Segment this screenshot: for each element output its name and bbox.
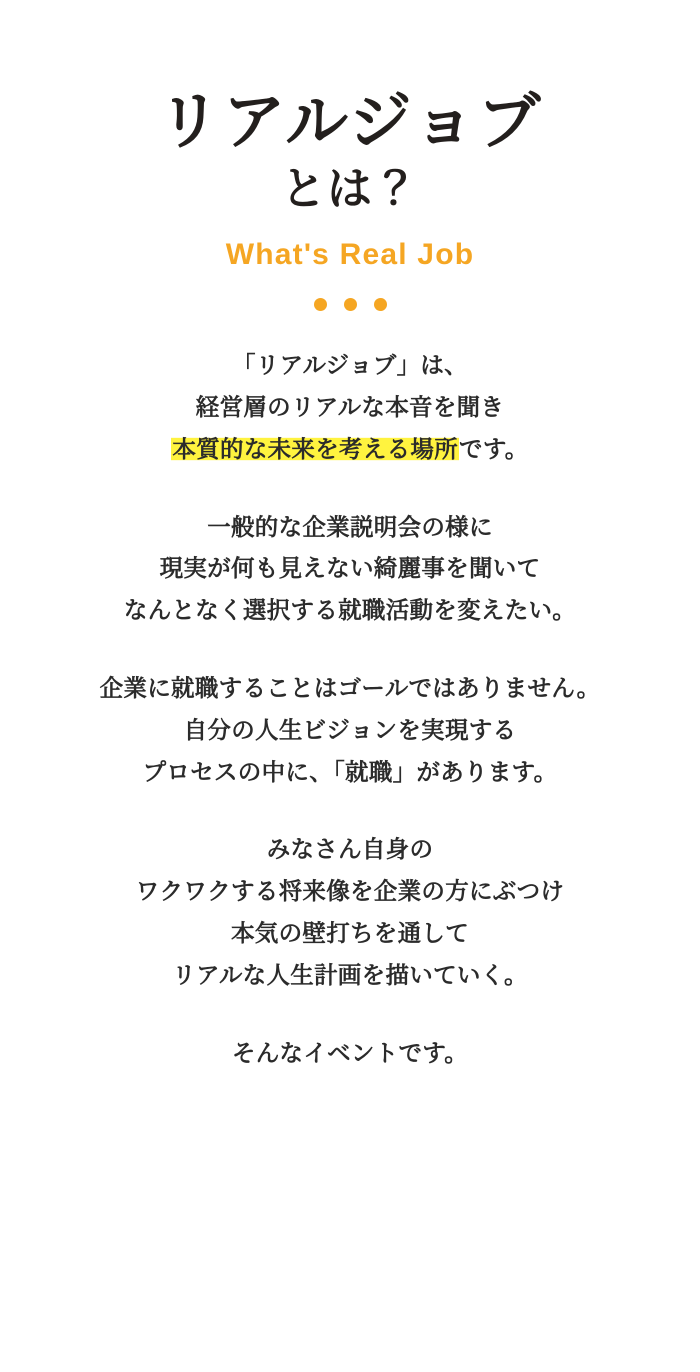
paragraph-line: みなさん自身の: [266, 836, 434, 863]
paragraph-line: プロセスの中に、「就職」があります。: [142, 758, 558, 785]
paragraph-line: [0, 429, 700, 471]
highlighted-text: 本質的な未来を考える場所: [172, 435, 459, 462]
paragraph: [0, 829, 700, 996]
paragraph-line: リアルな人生計画を描いていく。: [172, 961, 528, 988]
paragraph: [0, 668, 700, 793]
dot-icon: [344, 298, 357, 311]
page-title-suffix: とは？: [280, 163, 419, 215]
paragraph-line: 企業に就職することはゴールではありません。: [99, 675, 601, 701]
dot-icon: [314, 298, 327, 311]
paragraph-line: 一般的な企業説明会の様に: [207, 513, 493, 540]
dot-icon: [374, 298, 387, 311]
page-title: リアルジョブ: [157, 87, 543, 157]
paragraph: [0, 1033, 700, 1075]
paragraph-line: 自分の人生ビジョンを実現する: [183, 716, 517, 743]
paragraph-line: 現実が何も見えない綺麗事を聞いて: [159, 555, 541, 582]
heading-block: [0, 0, 700, 311]
paragraph-line: なんとなく選択する就職活動を変えたい。: [123, 597, 577, 624]
paragraph-line: 経営層のリアルな本音を聞き: [195, 393, 505, 420]
paragraph-line: 「リアルジョブ」は、: [231, 352, 468, 379]
page-subtitle-en: What's Real Job: [225, 238, 475, 272]
paragraph: [0, 507, 700, 632]
dot-divider: [0, 298, 700, 311]
paragraph-line: そんなイベントです。: [231, 1039, 469, 1066]
text-run: です。: [459, 435, 529, 462]
paragraph-line: 本気の壁打ちを通して: [231, 920, 469, 947]
paragraph: [0, 345, 700, 470]
body-copy: [0, 345, 700, 1075]
paragraph-line: ワクワクする将来像を企業の方にぶつけ: [135, 878, 565, 905]
